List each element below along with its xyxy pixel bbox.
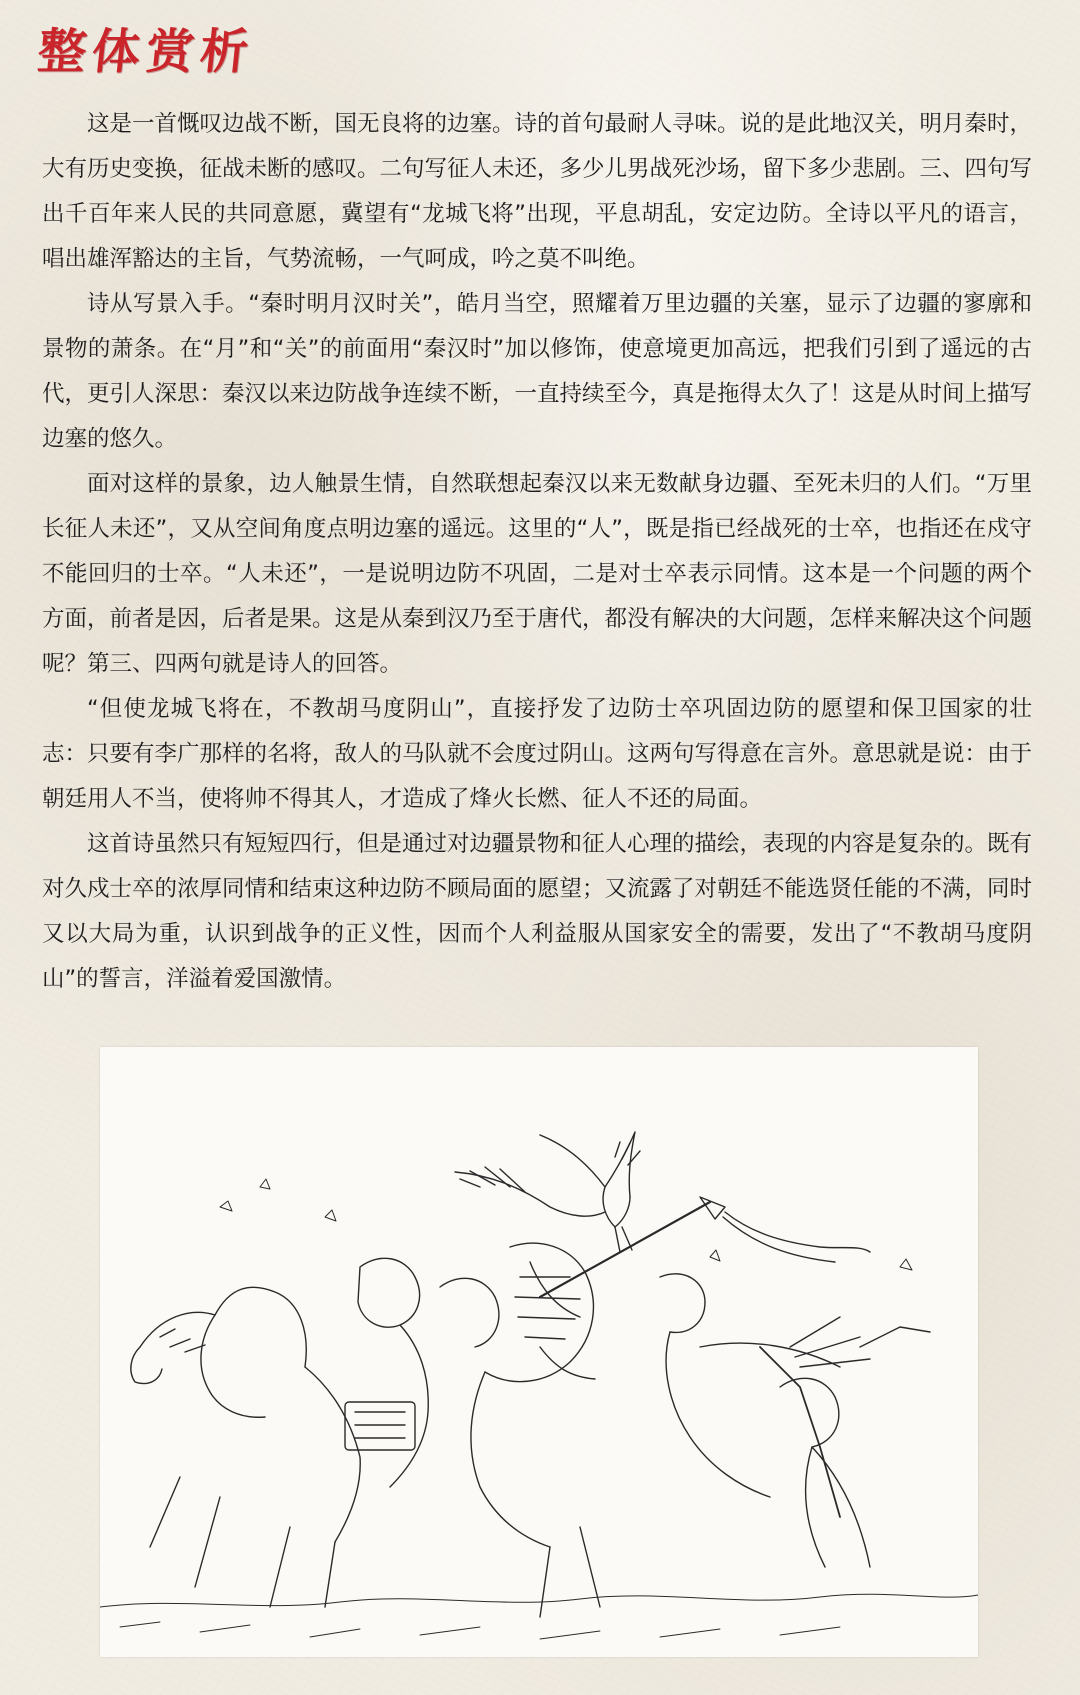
paragraph-3: 面对这样的景象，边人触景生情，自然联想起秦汉以来无数献身边疆、至死未归的人们。“万里长征人未还”，又从空间角度点明边塞的遥远。这里的“人”，既是指已经战死的士卒，也指还在戍守不能回归的士卒。“人未还”，一是说明边防不巩固，二是对士卒表示同情。这本是一个问题的两个方面，前者是因，后者是果。这是从秦到汉乃至于唐代，都没有解决的大问题，怎样来解决这个问题呢？第三、四两句就是诗人的回答。 (42, 471, 1033, 677)
page-title: 整体赏析 (35, 24, 257, 80)
battle-sketch (100, 1047, 978, 1657)
paragraph-4: “但使龙城飞将在，不教胡马度阴山”，直接抒发了边防士卒巩固边防的愿望和保卫国家的壮志：只要有李广那样的名将，敌人的马队就不会度过阴山。这两句写得意在言外。意思就是说：由于朝廷用人不当，使将帅不得其人，才造成了烽火长燃、征人不还的局面。 (42, 696, 1033, 812)
paragraph-1: 这是一首慨叹边战不断，国无良将的边塞。诗的首句最耐人寻味。说的是此地汉关，明月秦时，大有历史变换，征战未断的感叹。二句写征人未还，多少儿男战死沙场，留下多少悲剧。三、四句写出千百年来人民的共同意愿，冀望有“龙城飞将”出现，平息胡乱，安定边防。全诗以平凡的语言，唱出雄浑豁达的主旨，气势流畅，一气呵成，吟之莫不叫绝。 (42, 111, 1033, 272)
article-body (42, 102, 1032, 1002)
battle-illustration (100, 1047, 978, 1657)
paragraph-5: 这首诗虽然只有短短四行，但是通过对边疆景物和征人心理的描绘，表现的内容是复杂的。既有对久戍士卒的浓厚同情和结束这种边防不顾局面的愿望；又流露了对朝廷不能选贤任能的不满，同时又以大局为重，认识到战争的正义性，因而个人利益服从国家安全的需要，发出了“不教胡马度阴山”的誓言，洋溢着爱国激情。 (42, 831, 1033, 992)
paragraph-2: 诗从写景入手。“秦时明月汉时关”，皓月当空，照耀着万里边疆的关塞，显示了边疆的寥廓和景物的萧条。在“月”和“关”的前面用“秦汉时”加以修饰，使意境更加高远，把我们引到了遥远的古代，更引人深思：秦汉以来边防战争连续不断，一直持续至今，真是拖得太久了！这是从时间上描写边塞的悠久。 (42, 291, 1033, 452)
